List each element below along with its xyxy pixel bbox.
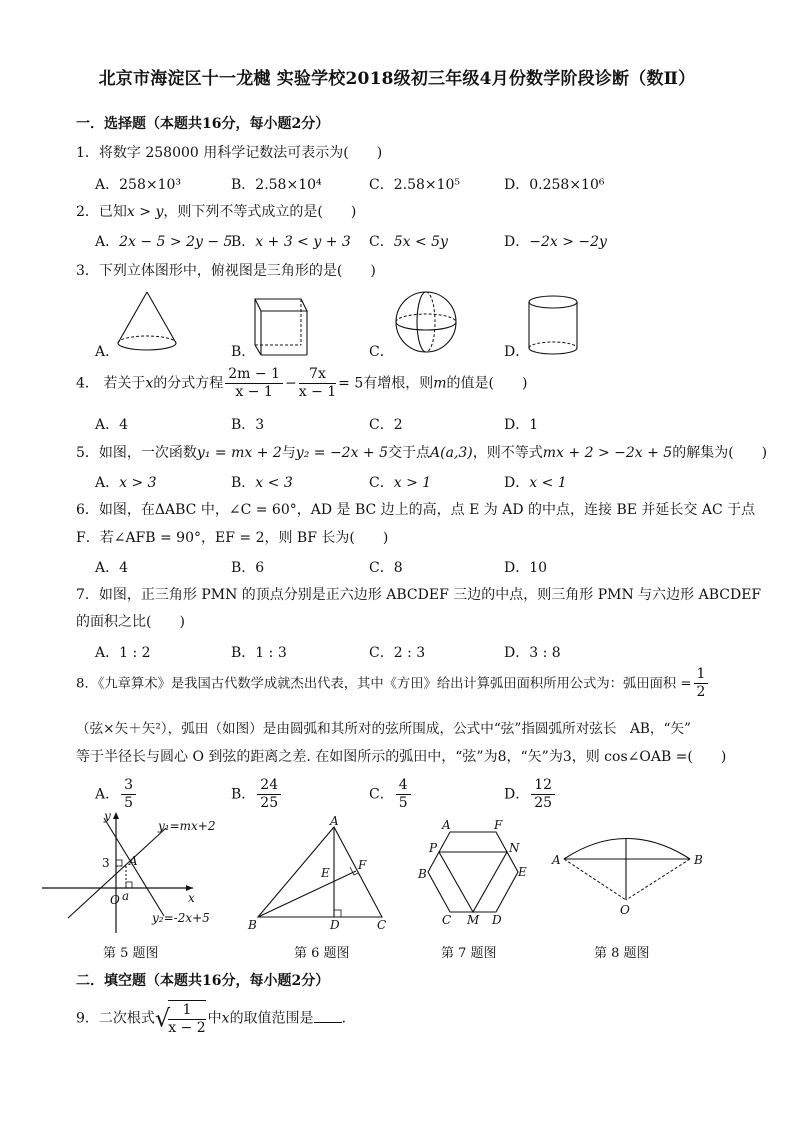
q6-option-c: C．8 — [369, 560, 403, 576]
fig6-d-label: D — [330, 918, 340, 932]
figure-6 — [246, 815, 396, 935]
fig8-b-label: B — [694, 853, 703, 867]
q4-option-b: B．3 — [231, 417, 265, 433]
fig7-e-label: E — [518, 865, 527, 879]
q8-option-c: C． $\frac{4}{5}$ — [369, 777, 413, 812]
figure-5 — [38, 808, 228, 938]
fig7-n-label: N — [509, 841, 520, 855]
page-title: 北京市海淀区十一龙樾 实验学校2018级初三年级4月份数学阶段诊断（数Ⅱ） — [98, 69, 696, 89]
fraction-1: $\frac{2m - 1}{x - 1}$ — [225, 366, 283, 401]
q4-option-a: A．4 — [95, 417, 129, 433]
q4-option-c: C．2 — [369, 417, 403, 433]
q7-option-a: A．1 : 2 — [95, 645, 151, 661]
fig5-a-label: a — [122, 889, 130, 903]
question-1: 1．将数字 258000 用科学记数法可表示为( ) — [76, 145, 383, 161]
sphere-figure — [393, 288, 459, 358]
q6-option-d: D．10 — [504, 560, 548, 576]
fig8-o-label: O — [620, 903, 630, 917]
fraction-2: $\frac{7x}{x - 1}$ — [298, 366, 337, 400]
question-8-line-3: 等于半径长与圆心 O 到弦的距离之差. 在如图所示的弧田中，“弦”为8，“矢”为3，则 cos∠OAB =( ) — [76, 749, 727, 765]
q3-option-b: B． — [231, 344, 256, 360]
q7-option-d: D．3 : 8 — [504, 645, 561, 661]
fig6-b-label: B — [248, 918, 257, 932]
fig7-a-label: A — [442, 818, 451, 832]
q2-option-b: B．x + 3 < y + 3 — [231, 234, 351, 250]
q1-option-a: A．258×10³ — [95, 177, 182, 193]
fig6-c-label: C — [377, 918, 387, 932]
fig7-d-label: D — [492, 913, 502, 927]
q6-option-b: B．6 — [231, 560, 265, 576]
fig7-caption: 第 7 题图 — [441, 946, 497, 961]
question-2: 2．已知x > y，则下列不等式成立的是( ) — [76, 204, 357, 220]
cylinder-figure — [527, 294, 583, 360]
q3-option-c: C． — [369, 344, 394, 360]
question-7-line-1: 7．如图，正三角形 PMN 的顶点分别是正六边形 ABCDEF 三边的中点，则三角形 PMN 与六边形 ABCDEF — [76, 587, 762, 603]
q1-option-d: D．0.258×10⁶ — [504, 177, 605, 193]
fig6-a-label: A — [330, 814, 339, 828]
q5-option-d: D．x < 1 — [504, 475, 567, 491]
q5-option-a: A．x > 3 — [95, 475, 157, 491]
prism-figure — [253, 293, 313, 359]
fig8-caption: 第 8 题图 — [594, 946, 650, 961]
fig5-origin-label: O — [110, 893, 120, 907]
question-9: 9．二次根式√ $\frac{1}{x - 2}$ 中x的取值范围是 . — [76, 1002, 347, 1036]
fig7-p-label: P — [429, 841, 438, 855]
question-8-line-2: （弦×矢＋矢²），弧田（如图）是由圆弧和其所对的弦所围成，公式中“弦”指圆弧所对弦长 AB，“矢” — [76, 721, 691, 737]
q8-option-b: B． $\frac{24}{25}$ — [231, 777, 283, 812]
figure-7 — [412, 818, 542, 928]
q8-option-d: D． $\frac{12}{25}$ — [504, 777, 557, 812]
fig5-point-a-label: A — [129, 854, 138, 868]
section-choice-heading: 一．选择题（本题共16分，每小题2分） — [76, 116, 330, 132]
question-6-line-2: F．若∠AFB = 90°，EF = 2，则 BF 长为( ) — [76, 530, 389, 546]
q7-option-c: C．2 : 3 — [369, 645, 426, 661]
question-5: 5．如图，一次函数y₁ = mx + 2与y₂ = −2x + 5交于点A(a,3)，则不等式mx + 2 > −2x + 5的解集为( ) — [76, 445, 768, 461]
fig7-b-label: B — [418, 867, 427, 881]
q1-option-b: B．2.58×10⁴ — [231, 177, 322, 193]
fig7-m-label: M — [467, 913, 480, 927]
question-7-line-2: 的面积之比( ) — [76, 614, 185, 630]
fig8-a-label: A — [552, 853, 561, 867]
fig5-y-label: y — [104, 809, 111, 823]
section-fill-heading: 二．填空题（本题共16分，每小题2分） — [76, 973, 330, 989]
q6-option-a: A．4 — [95, 560, 129, 576]
q2-option-a: A．2x − 5 > 2y − 5 — [95, 234, 233, 250]
fig5-caption: 第 5 题图 — [103, 946, 159, 961]
fig6-e-label: E — [321, 866, 330, 880]
fig7-f-label: F — [494, 818, 503, 832]
q1-option-c: C．2.58×10⁵ — [369, 177, 461, 193]
q5-option-b: B．x < 3 — [231, 475, 293, 491]
q5-option-c: C．x > 1 — [369, 475, 432, 491]
fig5-line2-label: y₂=-2x+5 — [152, 911, 210, 925]
q3-option-d: D． — [504, 344, 530, 360]
cone-figure — [112, 288, 182, 358]
q8-option-a: A． $\frac{3}{5}$ — [95, 777, 138, 812]
q7-option-b: B．1 : 3 — [231, 645, 287, 661]
question-6-line-1: 6．如图，在ΔABC 中，∠C = 60°，AD 是 BC 边上的高，点 E 为 AD 的中点，连接 BE 并延长交 AC 于点 — [76, 502, 756, 518]
q2-option-c: C．5x < 5y — [369, 234, 448, 250]
figure-8 — [548, 826, 718, 926]
fig6-f-label: F — [358, 858, 367, 872]
sqrt-sign: √ — [154, 1004, 171, 1033]
fig5-x-label: x — [188, 891, 195, 905]
q3-option-a: A． — [95, 344, 120, 360]
fig6-caption: 第 6 题图 — [294, 946, 350, 961]
fig7-c-label: C — [442, 913, 452, 927]
fig5-line1-label: y₁=mx+2 — [158, 819, 216, 833]
q2-option-d: D．−2x > −2y — [504, 234, 607, 250]
question-3: 3．下列立体图形中，俯视图是三角形的是( ) — [76, 263, 376, 279]
fig5-three-label: 3 — [102, 856, 110, 870]
answer-blank[interactable] — [314, 1022, 342, 1023]
fraction-half: $\frac{1}{2}$ — [694, 666, 709, 701]
radicand-fraction: $\frac{1}{x - 2}$ — [168, 1002, 206, 1036]
q4-option-d: D．1 — [504, 417, 539, 433]
question-8-line-1: 8．《九章算术》是我国古代数学成就杰出代表，其中《方田》给出计算弧田面积所用公式为：弧田面积 = $\frac{1}{2}$ — [76, 666, 710, 701]
question-4: 4． 若关于x的分式方程 $\frac{2m - 1}{x - 1}$ − $\frac{7x}{x - 1}$ = 5有增根，则m的值是( ) — [76, 366, 528, 400]
